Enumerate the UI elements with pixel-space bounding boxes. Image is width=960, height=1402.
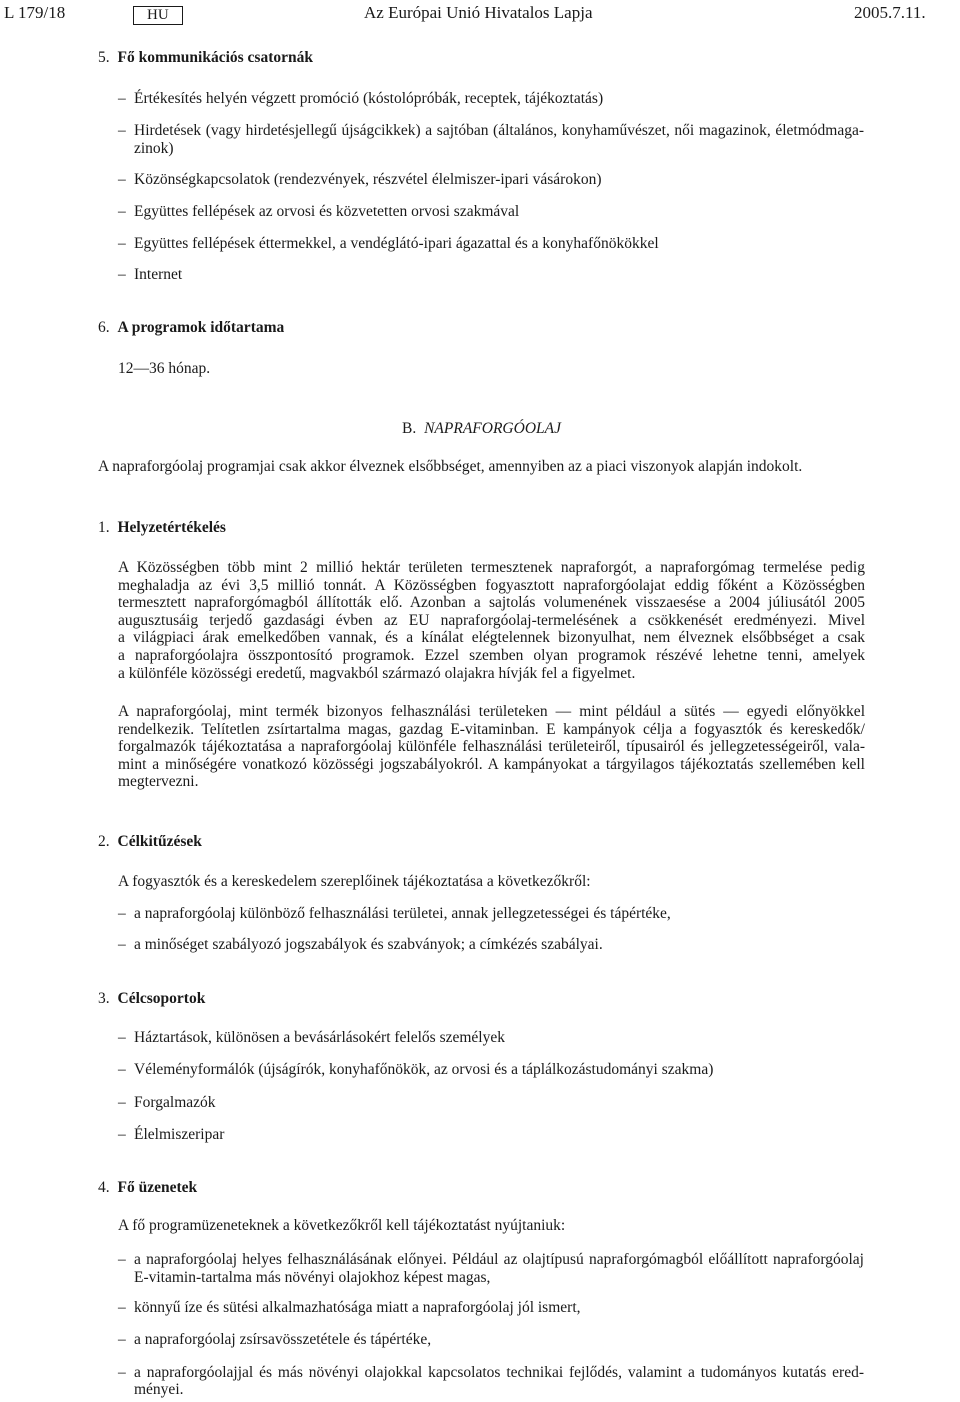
- paragraph-line: megtervezni.: [118, 773, 199, 791]
- paragraph-line: a különféle közösségi eredetű, magvakból származó olajakra hívják fel a figyelmet.: [118, 664, 636, 682]
- bullet-dash: –: [118, 1094, 126, 1111]
- list-item: Forgalmazók: [134, 1094, 216, 1111]
- list-item: Hirdetések (vagy hirdetésjellegű újságcikkek) a sajtóban (általános, konyhaművészet, női magazinok, életmódmaga-: [134, 122, 864, 139]
- list-item-continued: zinok): [134, 140, 174, 157]
- b4-title: Fő üzenetek: [117, 1179, 198, 1196]
- paragraph-line: rendelkezik. Telítetlen zsírtartalma magas, gazdag E-vitaminban. E kampányok célja a fogyasztók és kereskedők/: [118, 720, 865, 738]
- b1-number: 1.: [98, 519, 110, 536]
- bullet-dash: –: [118, 122, 126, 139]
- b1-title: Helyzetértékelés: [117, 519, 226, 536]
- paragraph-line: A napraforgóolaj, mint termék bizonyos felhasználási területeken — mint például a sütés — egyedi előnyökkel: [118, 703, 865, 720]
- list-item: Háztartások, különösen a bevásárlásokért felelős személyek: [134, 1029, 505, 1046]
- list-item: a napraforgóolaj helyes felhasználásának előnyei. Például az olajtípusú napraforgómagból előállított napraforgóolaj: [134, 1251, 864, 1268]
- bullet-dash: –: [118, 1331, 126, 1348]
- part-b-intro: A napraforgóolaj programjai csak akkor élveznek elsőbbséget, amennyiben az a piaci viszonyok alapján indokolt.: [98, 458, 803, 475]
- bullet-dash: –: [118, 1061, 126, 1078]
- list-item: könnyű íze és sütési alkalmazhatósága miatt a napraforgóolaj jól ismert,: [134, 1299, 581, 1316]
- list-item: Élelmiszeripar: [134, 1126, 225, 1143]
- section-5-heading: [98, 49, 313, 67]
- bullet-dash: –: [118, 936, 126, 953]
- b2-number: 2.: [98, 833, 110, 850]
- section-6-heading: [98, 319, 284, 337]
- bullet-dash: –: [118, 1126, 126, 1143]
- paragraph-line: meghaladja az évi 3,5 millió tonnát. A Közösségben fogyasztott napraforgóolajat eddig főként a Közösségben: [118, 576, 865, 594]
- bullet-dash: –: [118, 1364, 126, 1381]
- list-item: a napraforgóolaj zsírsavösszetétele és tápértéke,: [134, 1331, 432, 1348]
- list-item: a minőséget szabályozó jogszabályok és szabványok; a címkézés szabályai.: [134, 936, 603, 953]
- bullet-dash: –: [118, 905, 126, 922]
- b1-heading: [98, 519, 226, 537]
- issue-date: 2005.7.11.: [854, 3, 926, 22]
- section-5-title: Fő kommunikációs csatornák: [117, 49, 313, 66]
- b4-intro: A fő programüzeneteknek a következőkről kell tájékoztatást nyújtaniuk:: [118, 1217, 566, 1234]
- b1-paragraph-2: [118, 703, 865, 791]
- journal-title: Az Európai Unió Hivatalos Lapja: [364, 3, 593, 22]
- page-ref: L 179/18: [4, 3, 66, 22]
- b3-title: Célcsoportok: [117, 990, 206, 1007]
- language-code: HU: [133, 6, 183, 25]
- b2-intro: A fogyasztók és a kereskedelem szereplőinek tájékoztatása a következőkről:: [118, 873, 591, 890]
- paragraph-line: A Közösségben több mint 2 millió hektár területen termesztenek napraforgót, a napraforgómag termelése pedig: [118, 559, 865, 576]
- list-item: Véleményformálók (újságírók, konyhafőnökök, az orvosi és a táplálkozástudományi szakma): [134, 1061, 714, 1078]
- list-item: Közönségkapcsolatok (rendezvények, részvétel élelmiszer-ipari vásárokon): [134, 171, 602, 188]
- list-item-continued: ményei.: [134, 1381, 184, 1398]
- section-5-number: 5.: [98, 49, 110, 66]
- duration-text: 12—36 hónap.: [118, 360, 211, 377]
- part-b-title: NAPRAFORGÓOLAJ: [424, 420, 561, 437]
- b1-paragraph-1: [118, 559, 865, 682]
- list-item: a napraforgóolajjal és más növényi olajokkal kapcsolatos technikai fejlődés, valamint a tudományos kutatás ered-: [134, 1364, 864, 1381]
- list-item: a napraforgóolaj különböző felhasználási területei, annak jellegzetességei és tápértéke,: [134, 905, 671, 922]
- bullet-dash: –: [118, 90, 126, 107]
- b2-heading: [98, 833, 202, 851]
- bullet-dash: –: [118, 266, 126, 283]
- paragraph-line: termesztett napraforgómagból állították elő. Azonban a sajtolás volumenének visszaesése a 2004 júliusától 2005: [118, 594, 865, 612]
- paragraph-line: forgalmazók tájékoztatása a napraforgóolaj különféle felhasználási területeiről, típusairól és jellegzetességeiről, vala-: [118, 738, 865, 756]
- list-item: Együttes fellépések éttermekkel, a vendéglátó-ipari ágazattal és a konyhafőnökökkel: [134, 235, 659, 252]
- bullet-dash: –: [118, 203, 126, 220]
- section-6-number: 6.: [98, 319, 110, 336]
- paragraph-line: mint a minőségére vonatkozó közösségi jogszabályokról. A kampányokat a tárgyilagos tájékoztatás szellemében kell: [118, 755, 865, 773]
- b4-number: 4.: [98, 1179, 110, 1196]
- bullet-dash: –: [118, 1029, 126, 1046]
- paragraph-line: a világpiaci árak emelkedőben vannak, és a kínálat elégtelennek bizonyulhat, nem élveznek elsőbbséget a csak: [118, 629, 865, 647]
- part-b-label: B.: [402, 420, 417, 437]
- paragraph-line: augusztusáig terjedő gazdasági évben az EU napraforgóolaj-termelésének a csökkenését eredményezi. Mivel: [118, 611, 865, 629]
- part-b-heading: [402, 420, 561, 438]
- b3-heading: [98, 990, 205, 1008]
- language-badge: [133, 3, 183, 25]
- section-6-title: A programok időtartama: [117, 319, 285, 336]
- list-item-continued: E-vitamin-tartalma más növényi olajokhoz képest magas,: [134, 1269, 491, 1286]
- list-item: Internet: [134, 266, 183, 283]
- bullet-dash: –: [118, 235, 126, 252]
- list-item: Együttes fellépések az orvosi és közvetetten orvosi szakmával: [134, 203, 520, 220]
- bullet-dash: –: [118, 1251, 126, 1268]
- paragraph-line: a napraforgóolajra összpontosító programok. Ezzel szemben olyan programok részévé lehetne tenni, amelyek: [118, 646, 865, 664]
- b2-title: Célkitűzések: [117, 833, 202, 850]
- bullet-dash: –: [118, 1299, 126, 1316]
- b4-heading: [98, 1179, 197, 1197]
- b3-number: 3.: [98, 990, 110, 1007]
- bullet-dash: –: [118, 171, 126, 188]
- list-item: Értékesítés helyén végzett promóció (kóstolópróbák, receptek, tájékoztatás): [134, 90, 604, 107]
